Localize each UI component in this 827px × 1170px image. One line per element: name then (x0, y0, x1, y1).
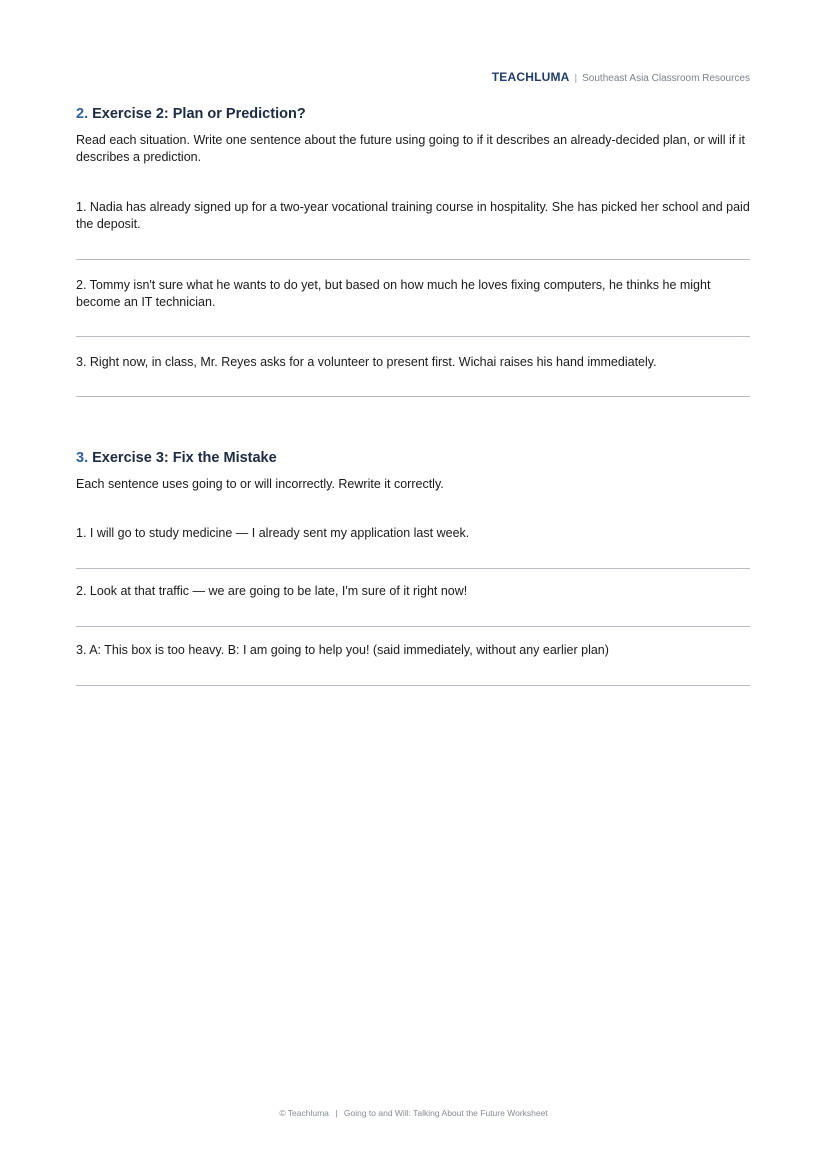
page-footer (0, 1108, 827, 1118)
brand-tagline: Southeast Asia Classroom Resources (582, 73, 750, 84)
exercise-2-item-3: 3. Right now, in class, Mr. Reyes asks for a volunteer to present first. Wichai raises his hand immediately. (76, 355, 657, 369)
exercise-3-answer-line-3[interactable] (76, 685, 750, 686)
brand-name: TEACHLUMA (491, 70, 570, 84)
exercise-2-section (76, 105, 750, 166)
exercise-3-answer-line-1[interactable] (76, 568, 750, 569)
exercise-3-item-2: 2. Look at that traffic — we are going to be late, I'm sure of it right now! (76, 584, 468, 598)
header-separator: | (574, 73, 578, 84)
exercise-3-section (76, 449, 750, 493)
exercise-3-item-3: 3. A: This box is too heavy. B: I am going to help you! (said immediately, without any earlier plan) (76, 643, 609, 657)
exercise-3-title (76, 449, 750, 467)
footer-copyright: © Teachluma (279, 1108, 329, 1118)
exercise-2-number: 2. (76, 106, 89, 122)
exercise-2-answer-line-3[interactable] (76, 396, 750, 397)
exercise-3-item-1: 1. I will go to study medicine — I already sent my application last week. (76, 526, 470, 540)
exercise-2-answer-line-1[interactable] (76, 259, 750, 260)
exercise-2-answer-line-2[interactable] (76, 336, 750, 337)
exercise-2-instructions: Read each situation. Write one sentence about the future using going to if it describes an already-decided plan, or will if it describes a prediction. (76, 133, 745, 164)
exercise-3-answer-line-2[interactable] (76, 626, 750, 627)
exercise-3-number: 3. (76, 450, 89, 466)
worksheet-page (76, 0, 750, 1170)
exercise-2-item-2: 2. Tommy isn't sure what he wants to do yet, but based on how much he loves fixing computers, he thinks he might become an IT technician. (76, 278, 711, 309)
exercise-2-heading: Exercise 2: Plan or Prediction? (92, 106, 306, 122)
exercise-3-instructions: Each sentence uses going to or will incorrectly. Rewrite it correctly. (76, 477, 444, 491)
footer-separator: | (335, 1108, 338, 1118)
exercise-3-heading: Exercise 3: Fix the Mistake (92, 450, 277, 466)
footer-title: Going to and Will: Talking About the Future Worksheet (343, 1108, 548, 1118)
exercise-2-item-1: 1. Nadia has already signed up for a two-year vocational training course in hospitality. She has picked her school and paid the deposit. (76, 200, 750, 231)
exercise-2-title (76, 105, 750, 123)
page-header (492, 70, 750, 84)
